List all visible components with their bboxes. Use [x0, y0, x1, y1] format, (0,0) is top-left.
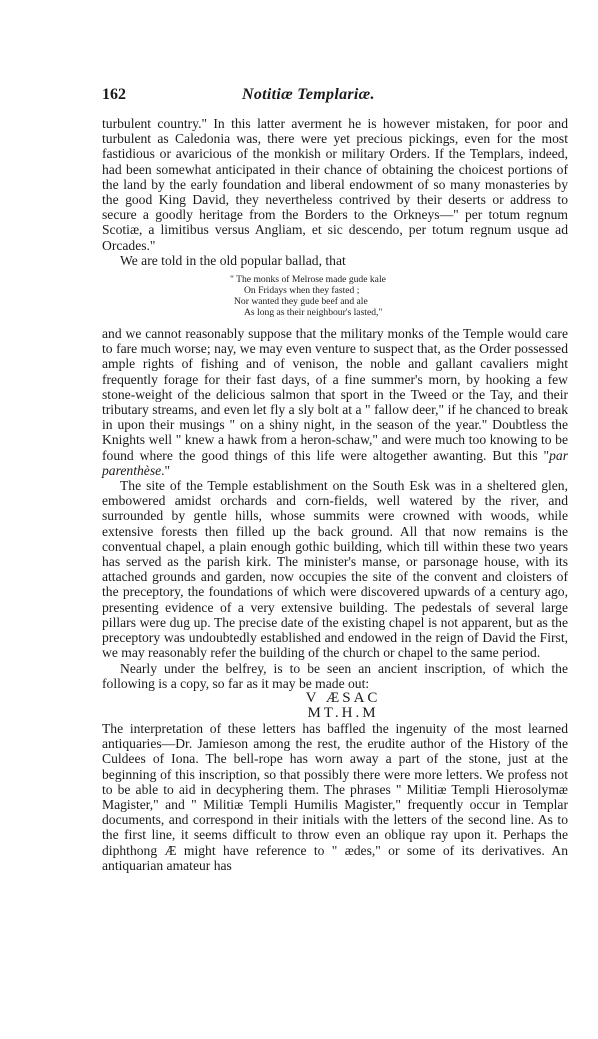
ballad-verse [230, 274, 568, 318]
inscription-line-1: V ÆSAC [305, 689, 381, 706]
verse-line: As long as their neighbour's lasted," [244, 307, 383, 319]
inscription-line-2: MT.H.M [307, 704, 379, 721]
paragraph-6: The interpretation of these letters has baffled the ingenuity of the most learned antiquaries—Dr. Jamieson among the rest, the erudite author of the History of the Culdees of Iona. The bell-rope has worn away a part of the stone, just at the beginning of this inscription, so that possibly there were more letters. We profess not to be able to aid in decyphering them. The phrases " Militiæ Templi Hierosolymæ Magister," and " Militiæ Templi Humilis Magister," frequently occur in Templar documents, and correspond in their initials with the letters of the second line. As to the first line, it seems difficult to throw even an oblique ray upon it. Perhaps the diphthong Æ might have reference to " ædes," or some of its derivatives. An antiquarian amateur has [102, 720, 568, 873]
verse-line: On Fridays when they fasted ; [244, 285, 360, 297]
paragraph-3 [102, 326, 568, 478]
paragraph-1: turbulent country." In this latter averment he is however mistaken, for poor and turbulent as Caledonia was, there were yet precious pickings, even for the most fastidious or avaricious of the monkish or military Orders. If the Templars, indeed, had been somewhat anticipated in their chance of obtaining the choicest portions of the land by the early foundation and liberal endowment of so many monasteries by the good King David, they nevertheless contrived by their deserts or address to secure a goodly heritage from the Borders to the Orkneys—" per totum regnum Scotiæ, a limitibus versus Angliam, et sic descendo, per totum regnum usque ad Orcades." [102, 116, 568, 253]
paragraph-3-text: and we cannot reasonably suppose that the military monks of the Temple would care to fare much worse; nay, we may even venture to suspect that, as the Order possessed ample rights of fishing and of venison, the noble and gallant cavaliers might frequently forage for their fast days, of a fine summer's morn, by hooking a few stone-weight of the delicious salmon that sport in the Tweed or the Tay, and their tributary streams, and even let fly a sly bolt at a " fallow deer," if he chanced to break in upon their musings " on a shiny night, in the season of the year." Doubtless the Knights well " knew a hawk from a heron-schaw," and were much too knowing to be found where the good things of this life were altogether awanting. But this " [102, 326, 568, 463]
running-title: Notitiæ Templariæ. [242, 86, 375, 103]
body-text [102, 116, 568, 873]
paragraph-3-end: ." [161, 462, 171, 478]
page-header [102, 86, 568, 114]
paragraph-4: The site of the Temple establishment on the South Esk was in a sheltered glen, embowered amidst orchards and corn-fields, well watered by the river, and surrounded by gentle hills, whose summits were crowned with woods, while extensive forests then filled up the back ground. All that now remains is the conventual chapel, a plain enough gothic building, which till within these two years has served as the parish kirk. The minister's manse, or parsonage house, with its attached grounds and garden, now occupies the site of the convent and cloisters of the preceptory, the foundations of which were discovered upwards of a century ago, presenting evidence of a very extensive building. The pedestals of several large pillars were dug up. The precise date of the existing chapel is not apparent, but as the preceptory was undoubtedly established and endowed in the reign of David the First, we may reasonably refer the building of the church or chapel to the same period. [102, 478, 568, 661]
paragraph-5: Nearly under the belfrey, is to be seen an ancient inscription, of which the following is a copy, so far as it may be made out: [102, 660, 568, 691]
paragraph-2: We are told in the old popular ballad, that [120, 252, 346, 268]
verse-line: " The monks of Melrose made gude kale [230, 274, 386, 286]
verse-line: Nor wanted they gude beef and ale [234, 296, 368, 308]
page-number: 162 [102, 86, 126, 103]
paragraph-3-italic: par parenthèse [102, 447, 568, 478]
